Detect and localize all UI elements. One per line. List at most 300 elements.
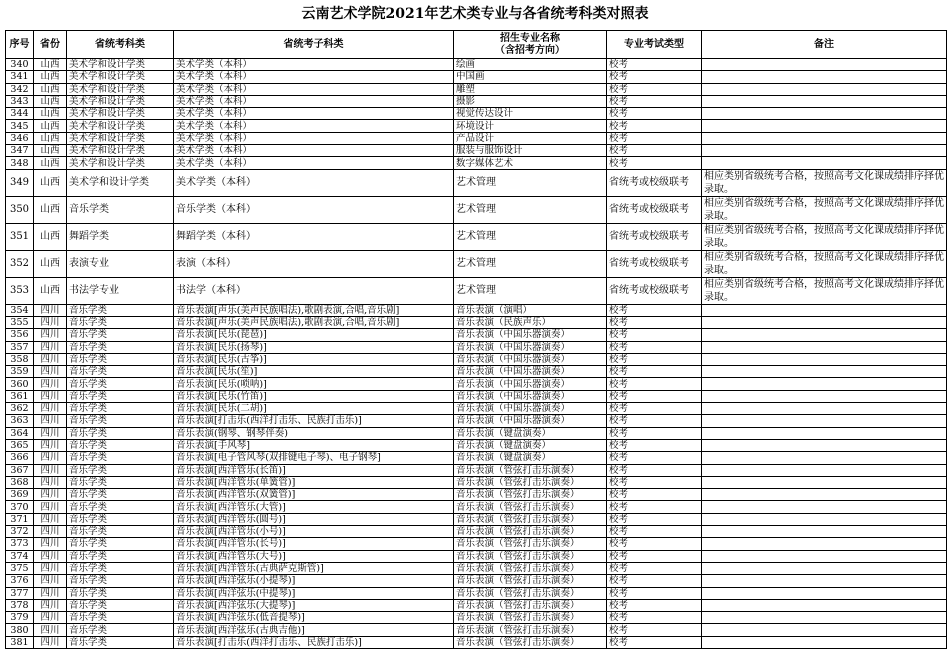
- cell-category: 美术学和设计学类: [67, 120, 174, 132]
- cell-category: 音乐学类: [67, 329, 174, 341]
- cell-category: 书法学专业: [67, 277, 174, 304]
- cell-exam-type: 校考: [607, 390, 702, 402]
- cell-province: 山西: [34, 95, 67, 107]
- cell-seq: 371: [6, 513, 34, 525]
- cell-major: 音乐表演（民族声乐）: [454, 316, 607, 328]
- cell-province: 四川: [34, 427, 67, 439]
- cell-major: 艺术管理: [454, 277, 607, 304]
- cell-province: 四川: [34, 304, 67, 316]
- cell-exam-type: 省统考或校级联考: [607, 223, 702, 250]
- table-row: [6, 624, 947, 636]
- cell-category: 音乐学类: [67, 587, 174, 599]
- cell-note: [702, 304, 947, 316]
- cell-category: 音乐学类: [67, 304, 174, 316]
- cell-note: [702, 108, 947, 120]
- cell-major: 环境设计: [454, 120, 607, 132]
- cell-seq: 351: [6, 223, 34, 250]
- cell-subcategory: 音乐学类（本科）: [174, 196, 454, 223]
- header-subcategory: 省统考子科类: [174, 31, 454, 59]
- table-row: [6, 59, 947, 71]
- cell-subcategory: 音乐表演[声乐(美声民族唱法),歌剧表演,合唱,音乐剧]: [174, 316, 454, 328]
- cell-major: 音乐表演（中国乐器演奏）: [454, 403, 607, 415]
- table-row: [6, 427, 947, 439]
- table-row: [6, 501, 947, 513]
- cell-major: 音乐表演（管弦打击乐演奏）: [454, 513, 607, 525]
- cell-note: 相应类别省级统考合格，按照高考文化课成绩排序择优录取。: [702, 169, 947, 196]
- cell-major: 音乐表演（管弦打击乐演奏）: [454, 526, 607, 538]
- table-row: [6, 132, 947, 144]
- cell-major: 音乐表演（管弦打击乐演奏）: [454, 575, 607, 587]
- cell-note: 相应类别省级统考合格，按照高考文化课成绩排序择优录取。: [702, 250, 947, 277]
- cell-subcategory: 音乐表演[民乐(二胡)]: [174, 403, 454, 415]
- cell-category: 美术学和设计学类: [67, 145, 174, 157]
- cell-major: 音乐表演（管弦打击乐演奏）: [454, 464, 607, 476]
- cell-exam-type: 校考: [607, 59, 702, 71]
- cell-note: [702, 145, 947, 157]
- cell-category: 音乐学类: [67, 550, 174, 562]
- table-row: [6, 526, 947, 538]
- cell-exam-type: 省统考或校级联考: [607, 277, 702, 304]
- cell-note: [702, 575, 947, 587]
- cell-major: 服装与服饰设计: [454, 145, 607, 157]
- cell-exam-type: 校考: [607, 353, 702, 365]
- cell-province: 四川: [34, 636, 67, 648]
- cell-exam-type: 校考: [607, 145, 702, 157]
- table-row: [6, 439, 947, 451]
- cell-subcategory: 美术学类（本科）: [174, 108, 454, 120]
- cell-province: 四川: [34, 526, 67, 538]
- cell-note: [702, 439, 947, 451]
- cell-category: 音乐学类: [67, 599, 174, 611]
- cell-province: 山西: [34, 71, 67, 83]
- cell-note: [702, 59, 947, 71]
- cell-seq: 356: [6, 329, 34, 341]
- cell-category: 表演专业: [67, 250, 174, 277]
- cell-category: 美术学和设计学类: [67, 108, 174, 120]
- cell-major: 艺术管理: [454, 196, 607, 223]
- cell-subcategory: 音乐表演[西洋弦乐(小提琴)]: [174, 575, 454, 587]
- cell-major: 音乐表演（键盘演奏）: [454, 439, 607, 451]
- cell-major: 音乐表演（管弦打击乐演奏）: [454, 624, 607, 636]
- cell-note: [702, 562, 947, 574]
- cell-exam-type: 校考: [607, 636, 702, 648]
- cell-seq: 367: [6, 464, 34, 476]
- cell-exam-type: 校考: [607, 132, 702, 144]
- cell-major: 音乐表演（中国乐器演奏）: [454, 366, 607, 378]
- cell-category: 音乐学类: [67, 366, 174, 378]
- table-row: [6, 452, 947, 464]
- cell-major: 音乐表演（管弦打击乐演奏）: [454, 612, 607, 624]
- header-province: 省份: [34, 31, 67, 59]
- cell-exam-type: 校考: [607, 526, 702, 538]
- table-row: [6, 562, 947, 574]
- cell-category: 美术学和设计学类: [67, 83, 174, 95]
- table-row: [6, 550, 947, 562]
- cell-note: 相应类别省级统考合格，按照高考文化课成绩排序择优录取。: [702, 196, 947, 223]
- cell-exam-type: 校考: [607, 71, 702, 83]
- cell-subcategory: 音乐表演[声乐(美声民族唱法),歌剧表演,合唱,音乐剧]: [174, 304, 454, 316]
- table-row: [6, 83, 947, 95]
- cell-note: [702, 378, 947, 390]
- comparison-table: [5, 30, 947, 649]
- cell-major: 音乐表演（中国乐器演奏）: [454, 415, 607, 427]
- cell-subcategory: 舞蹈学类（本科）: [174, 223, 454, 250]
- cell-category: 音乐学类: [67, 562, 174, 574]
- cell-note: [702, 316, 947, 328]
- cell-major: 音乐表演（中国乐器演奏）: [454, 378, 607, 390]
- cell-exam-type: 校考: [607, 108, 702, 120]
- cell-major: 视觉传达设计: [454, 108, 607, 120]
- cell-category: 音乐学类: [67, 526, 174, 538]
- table-row: [6, 145, 947, 157]
- cell-major: 音乐表演（管弦打击乐演奏）: [454, 538, 607, 550]
- cell-category: 音乐学类: [67, 489, 174, 501]
- cell-category: 美术学和设计学类: [67, 59, 174, 71]
- cell-exam-type: 校考: [607, 403, 702, 415]
- cell-exam-type: 校考: [607, 366, 702, 378]
- cell-subcategory: 美术学类（本科）: [174, 169, 454, 196]
- cell-note: [702, 550, 947, 562]
- cell-seq: 344: [6, 108, 34, 120]
- cell-subcategory: 美术学类（本科）: [174, 95, 454, 107]
- cell-major: 音乐表演（管弦打击乐演奏）: [454, 562, 607, 574]
- cell-province: 四川: [34, 476, 67, 488]
- cell-province: 山西: [34, 108, 67, 120]
- cell-subcategory: 音乐表演[西洋弦乐(古典吉他)]: [174, 624, 454, 636]
- cell-note: [702, 427, 947, 439]
- cell-province: 山西: [34, 83, 67, 95]
- cell-note: [702, 587, 947, 599]
- cell-seq: 352: [6, 250, 34, 277]
- table-row: [6, 108, 947, 120]
- cell-seq: 357: [6, 341, 34, 353]
- cell-seq: 340: [6, 59, 34, 71]
- cell-category: 舞蹈学类: [67, 223, 174, 250]
- cell-subcategory: 音乐表演[民乐(笙)]: [174, 366, 454, 378]
- cell-province: 山西: [34, 59, 67, 71]
- cell-seq: 361: [6, 390, 34, 402]
- cell-exam-type: 校考: [607, 316, 702, 328]
- cell-province: 四川: [34, 501, 67, 513]
- table-row: [6, 476, 947, 488]
- table-row: [6, 277, 947, 304]
- cell-note: [702, 489, 947, 501]
- cell-province: 四川: [34, 452, 67, 464]
- table-row: [6, 353, 947, 365]
- cell-major: 音乐表演（管弦打击乐演奏）: [454, 476, 607, 488]
- cell-seq: 342: [6, 83, 34, 95]
- table-row: [6, 341, 947, 353]
- cell-category: 音乐学类: [67, 624, 174, 636]
- table-row: [6, 464, 947, 476]
- cell-seq: 366: [6, 452, 34, 464]
- cell-subcategory: 音乐表演[西洋管乐(长笛)]: [174, 464, 454, 476]
- cell-note: [702, 526, 947, 538]
- cell-major: 音乐表演（键盘演奏）: [454, 452, 607, 464]
- table-row: [6, 513, 947, 525]
- cell-exam-type: 校考: [607, 157, 702, 169]
- cell-note: [702, 501, 947, 513]
- header-note: 备注: [702, 31, 947, 59]
- cell-province: 山西: [34, 145, 67, 157]
- cell-major: 摄影: [454, 95, 607, 107]
- cell-seq: 377: [6, 587, 34, 599]
- cell-seq: 343: [6, 95, 34, 107]
- cell-major: 音乐表演（键盘演奏）: [454, 427, 607, 439]
- cell-exam-type: 校考: [607, 378, 702, 390]
- cell-province: 四川: [34, 624, 67, 636]
- cell-seq: 350: [6, 196, 34, 223]
- cell-major: 艺术管理: [454, 250, 607, 277]
- cell-exam-type: 校考: [607, 562, 702, 574]
- cell-category: 音乐学类: [67, 612, 174, 624]
- cell-major: 艺术管理: [454, 169, 607, 196]
- table-row: [6, 366, 947, 378]
- cell-province: 四川: [34, 599, 67, 611]
- table-row: [6, 95, 947, 107]
- cell-category: 音乐学类: [67, 427, 174, 439]
- cell-note: [702, 353, 947, 365]
- cell-seq: 362: [6, 403, 34, 415]
- cell-note: [702, 464, 947, 476]
- table-row: [6, 71, 947, 83]
- cell-category: 美术学和设计学类: [67, 157, 174, 169]
- cell-subcategory: 表演（本科）: [174, 250, 454, 277]
- cell-category: 音乐学类: [67, 196, 174, 223]
- table-row: [6, 169, 947, 196]
- cell-subcategory: 美术学类（本科）: [174, 132, 454, 144]
- cell-province: 山西: [34, 120, 67, 132]
- cell-seq: 365: [6, 439, 34, 451]
- cell-note: [702, 366, 947, 378]
- header-category: 省统考科类: [67, 31, 174, 59]
- cell-exam-type: 校考: [607, 329, 702, 341]
- cell-exam-type: 校考: [607, 550, 702, 562]
- cell-subcategory: 音乐表演[西洋弦乐(大提琴)]: [174, 599, 454, 611]
- cell-category: 音乐学类: [67, 403, 174, 415]
- cell-seq: 375: [6, 562, 34, 574]
- cell-seq: 381: [6, 636, 34, 648]
- cell-province: 四川: [34, 550, 67, 562]
- cell-subcategory: 音乐表演[西洋管乐(圆号)]: [174, 513, 454, 525]
- cell-exam-type: 校考: [607, 501, 702, 513]
- cell-subcategory: 音乐表演[西洋弦乐(中提琴)]: [174, 587, 454, 599]
- cell-category: 美术学和设计学类: [67, 71, 174, 83]
- cell-exam-type: 校考: [607, 415, 702, 427]
- cell-exam-type: 校考: [607, 83, 702, 95]
- cell-province: 山西: [34, 196, 67, 223]
- cell-province: 四川: [34, 390, 67, 402]
- cell-note: [702, 157, 947, 169]
- cell-seq: 374: [6, 550, 34, 562]
- cell-note: 相应类别省级统考合格，按照高考文化课成绩排序择优录取。: [702, 223, 947, 250]
- cell-note: [702, 71, 947, 83]
- cell-subcategory: 美术学类（本科）: [174, 59, 454, 71]
- cell-category: 音乐学类: [67, 452, 174, 464]
- cell-category: 音乐学类: [67, 464, 174, 476]
- cell-subcategory: 音乐表演[打击乐(西洋打击乐、民族打击乐)]: [174, 636, 454, 648]
- cell-subcategory: 音乐表演[西洋管乐(单簧管)]: [174, 476, 454, 488]
- header-major-line1: 招生专业名称: [500, 32, 560, 44]
- cell-category: 音乐学类: [67, 316, 174, 328]
- cell-exam-type: 校考: [607, 538, 702, 550]
- cell-seq: 378: [6, 599, 34, 611]
- cell-major: 数字媒体艺术: [454, 157, 607, 169]
- cell-seq: 376: [6, 575, 34, 587]
- cell-province: 四川: [34, 403, 67, 415]
- table-body: [6, 59, 947, 649]
- cell-note: [702, 612, 947, 624]
- cell-subcategory: 音乐表演[手风琴]: [174, 439, 454, 451]
- cell-seq: 353: [6, 277, 34, 304]
- cell-major: 中国画: [454, 71, 607, 83]
- cell-seq: 341: [6, 71, 34, 83]
- cell-subcategory: 音乐表演[打击乐(西洋打击乐、民族打击乐)]: [174, 415, 454, 427]
- cell-major: 音乐表演（中国乐器演奏）: [454, 390, 607, 402]
- cell-exam-type: 校考: [607, 575, 702, 587]
- cell-subcategory: 音乐表演[西洋管乐(大号)]: [174, 550, 454, 562]
- cell-exam-type: 校考: [607, 587, 702, 599]
- cell-major: 音乐表演（管弦打击乐演奏）: [454, 501, 607, 513]
- table-row: [6, 304, 947, 316]
- cell-province: 山西: [34, 223, 67, 250]
- table-row: [6, 575, 947, 587]
- cell-exam-type: 校考: [607, 452, 702, 464]
- cell-province: 四川: [34, 329, 67, 341]
- cell-major: 音乐表演（中国乐器演奏）: [454, 341, 607, 353]
- cell-seq: 373: [6, 538, 34, 550]
- cell-note: [702, 329, 947, 341]
- table-row: [6, 587, 947, 599]
- cell-note: [702, 476, 947, 488]
- table-header-row: [6, 31, 947, 59]
- cell-province: 四川: [34, 612, 67, 624]
- cell-subcategory: 音乐表演(钢琴、钢琴伴奏): [174, 427, 454, 439]
- cell-exam-type: 校考: [607, 612, 702, 624]
- cell-major: 雕塑: [454, 83, 607, 95]
- cell-category: 美术学和设计学类: [67, 132, 174, 144]
- cell-major: 音乐表演（管弦打击乐演奏）: [454, 599, 607, 611]
- cell-seq: 345: [6, 120, 34, 132]
- table-row: [6, 250, 947, 277]
- cell-note: [702, 452, 947, 464]
- cell-subcategory: 音乐表演[西洋管乐(双簧管)]: [174, 489, 454, 501]
- cell-note: 相应类别省级统考合格，按照高考文化课成绩排序择优录取。: [702, 277, 947, 304]
- cell-province: 山西: [34, 277, 67, 304]
- cell-note: [702, 132, 947, 144]
- cell-subcategory: 音乐表演[电子管风琴(双排键电子琴)、电子钢琴]: [174, 452, 454, 464]
- table-row: [6, 390, 947, 402]
- table-row: [6, 415, 947, 427]
- cell-seq: 347: [6, 145, 34, 157]
- cell-exam-type: 校考: [607, 624, 702, 636]
- table-row: [6, 157, 947, 169]
- cell-subcategory: 美术学类（本科）: [174, 145, 454, 157]
- cell-note: [702, 403, 947, 415]
- cell-category: 音乐学类: [67, 378, 174, 390]
- cell-province: 山西: [34, 250, 67, 277]
- cell-category: 美术学和设计学类: [67, 169, 174, 196]
- header-major: [454, 31, 607, 59]
- cell-exam-type: 校考: [607, 304, 702, 316]
- header-seq: 序号: [6, 31, 34, 59]
- cell-category: 音乐学类: [67, 513, 174, 525]
- cell-seq: 360: [6, 378, 34, 390]
- cell-province: 四川: [34, 341, 67, 353]
- cell-note: [702, 120, 947, 132]
- cell-seq: 348: [6, 157, 34, 169]
- cell-category: 音乐学类: [67, 353, 174, 365]
- cell-province: 四川: [34, 439, 67, 451]
- cell-category: 音乐学类: [67, 575, 174, 587]
- cell-seq: 380: [6, 624, 34, 636]
- cell-seq: 359: [6, 366, 34, 378]
- cell-province: 四川: [34, 489, 67, 501]
- cell-subcategory: 音乐表演[西洋管乐(小号)]: [174, 526, 454, 538]
- cell-exam-type: 校考: [607, 427, 702, 439]
- cell-exam-type: 校考: [607, 599, 702, 611]
- table-row: [6, 403, 947, 415]
- header-major-line2: （含招考方向）: [495, 44, 565, 56]
- cell-note: [702, 636, 947, 648]
- cell-note: [702, 83, 947, 95]
- cell-note: [702, 390, 947, 402]
- cell-seq: 369: [6, 489, 34, 501]
- cell-exam-type: 校考: [607, 513, 702, 525]
- header-exam-type: 专业考试类型: [607, 31, 702, 59]
- cell-major: 绘画: [454, 59, 607, 71]
- cell-province: 山西: [34, 169, 67, 196]
- cell-subcategory: 音乐表演[民乐(扬琴)]: [174, 341, 454, 353]
- cell-note: [702, 538, 947, 550]
- cell-exam-type: 校考: [607, 95, 702, 107]
- cell-province: 四川: [34, 587, 67, 599]
- cell-seq: 372: [6, 526, 34, 538]
- cell-province: 四川: [34, 538, 67, 550]
- cell-exam-type: 省统考或校级联考: [607, 169, 702, 196]
- cell-subcategory: 音乐表演[西洋弦乐(低音提琴)]: [174, 612, 454, 624]
- cell-note: [702, 599, 947, 611]
- cell-exam-type: 校考: [607, 341, 702, 353]
- cell-category: 音乐学类: [67, 415, 174, 427]
- cell-major: 音乐表演（管弦打击乐演奏）: [454, 550, 607, 562]
- cell-note: [702, 341, 947, 353]
- cell-category: 音乐学类: [67, 501, 174, 513]
- cell-category: 美术学和设计学类: [67, 95, 174, 107]
- cell-subcategory: 音乐表演[西洋管乐(古典萨克斯管)]: [174, 562, 454, 574]
- table-row: [6, 196, 947, 223]
- cell-note: [702, 415, 947, 427]
- table-row: [6, 223, 947, 250]
- cell-seq: 349: [6, 169, 34, 196]
- cell-province: 山西: [34, 132, 67, 144]
- cell-subcategory: 美术学类（本科）: [174, 83, 454, 95]
- cell-province: 四川: [34, 513, 67, 525]
- cell-subcategory: 音乐表演[民乐(琵琶)]: [174, 329, 454, 341]
- table-row: [6, 329, 947, 341]
- cell-subcategory: 音乐表演[西洋管乐(长号)]: [174, 538, 454, 550]
- cell-category: 音乐学类: [67, 341, 174, 353]
- cell-exam-type: 校考: [607, 464, 702, 476]
- cell-exam-type: 校考: [607, 120, 702, 132]
- cell-province: 四川: [34, 562, 67, 574]
- cell-subcategory: 美术学类（本科）: [174, 120, 454, 132]
- cell-exam-type: 校考: [607, 476, 702, 488]
- table-row: [6, 538, 947, 550]
- table-row: [6, 612, 947, 624]
- cell-category: 音乐学类: [67, 390, 174, 402]
- cell-province: 四川: [34, 353, 67, 365]
